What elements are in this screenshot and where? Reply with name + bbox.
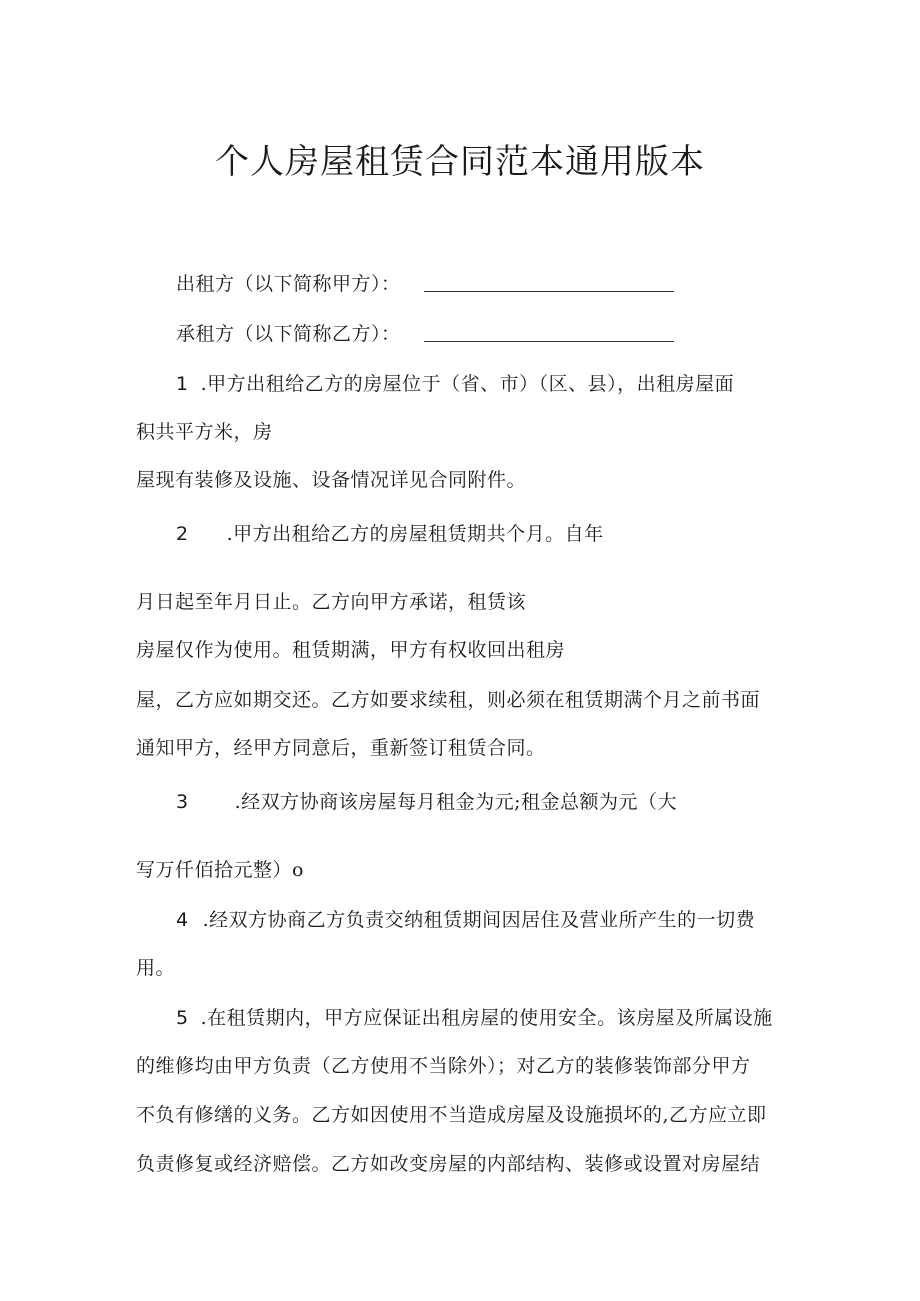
- clause-text: .甲方出租给乙方的房屋租赁期共个月。自年: [226, 523, 604, 545]
- clause-3-line: 写万仟佰拾元整）o: [136, 859, 304, 881]
- clause-2-line: 房屋仅作为使用。租赁期满，甲方有权收回出租房: [136, 639, 566, 661]
- clause-4-line: 用。: [136, 957, 176, 979]
- clause-1-line: 积共平方米，房: [136, 421, 273, 443]
- document-title: 个人房屋租赁合同范本通用版本: [215, 142, 705, 182]
- clause-5-line: 不负有修缮的义务。乙方如因使用不当造成房屋及设施损坏的,乙方应立即: [136, 1104, 767, 1126]
- clause-text: .经双方协商该房屋每月租金为元;租金总额为元（大: [234, 791, 678, 813]
- clause-number: 4: [176, 909, 189, 931]
- clause-number: 1: [176, 373, 189, 395]
- clause-text: .甲方出租给乙方的房屋位于（省、市）（区、县），出租房屋面: [200, 373, 735, 395]
- clause-2-line: 月日起至年月日止。乙方向甲方承诺，租赁该: [136, 591, 527, 613]
- clause-text: .在租赁期内，甲方应保证出租房屋的使用安全。该房屋及所属设施: [200, 1007, 773, 1029]
- clause-number: 3: [176, 791, 189, 813]
- clause-1-first-line: [176, 370, 734, 398]
- clause-text: .经双方协商乙方负责交纳租赁期间因居住及营业所产生的一切费: [202, 909, 756, 931]
- clause-2-line: 屋，乙方应如期交还。乙方如要求续租，则必须在租赁期满个月之前书面: [136, 689, 761, 711]
- party-b-blank: [424, 341, 674, 342]
- clause-5-first-line: [176, 1004, 773, 1032]
- party-a-blank: [424, 291, 674, 292]
- clause-number: 2: [176, 523, 189, 545]
- clause-4-first-line: [176, 906, 755, 934]
- clause-2-first-line: [176, 520, 604, 548]
- clause-1-line: 屋现有装修及设施、设备情况详见合同附件。: [136, 469, 527, 491]
- clause-5-line: 负责修复或经济赔偿。乙方如改变房屋的内部结构、装修或设置对房屋结: [136, 1153, 761, 1175]
- clause-number: 5: [176, 1007, 189, 1029]
- clause-3-first-line: [176, 788, 677, 816]
- party-b-label: 承租方（以下简称乙方）：: [176, 323, 401, 345]
- clause-5-line: 的维修均由甲方负责（乙方使用不当除外）；对乙方的装修装饰部分甲方: [136, 1055, 751, 1077]
- party-a-label: 出租方（以下简称甲方）：: [176, 273, 401, 295]
- clause-2-line: 通知甲方，经甲方同意后，重新签订租赁合同。: [136, 737, 546, 759]
